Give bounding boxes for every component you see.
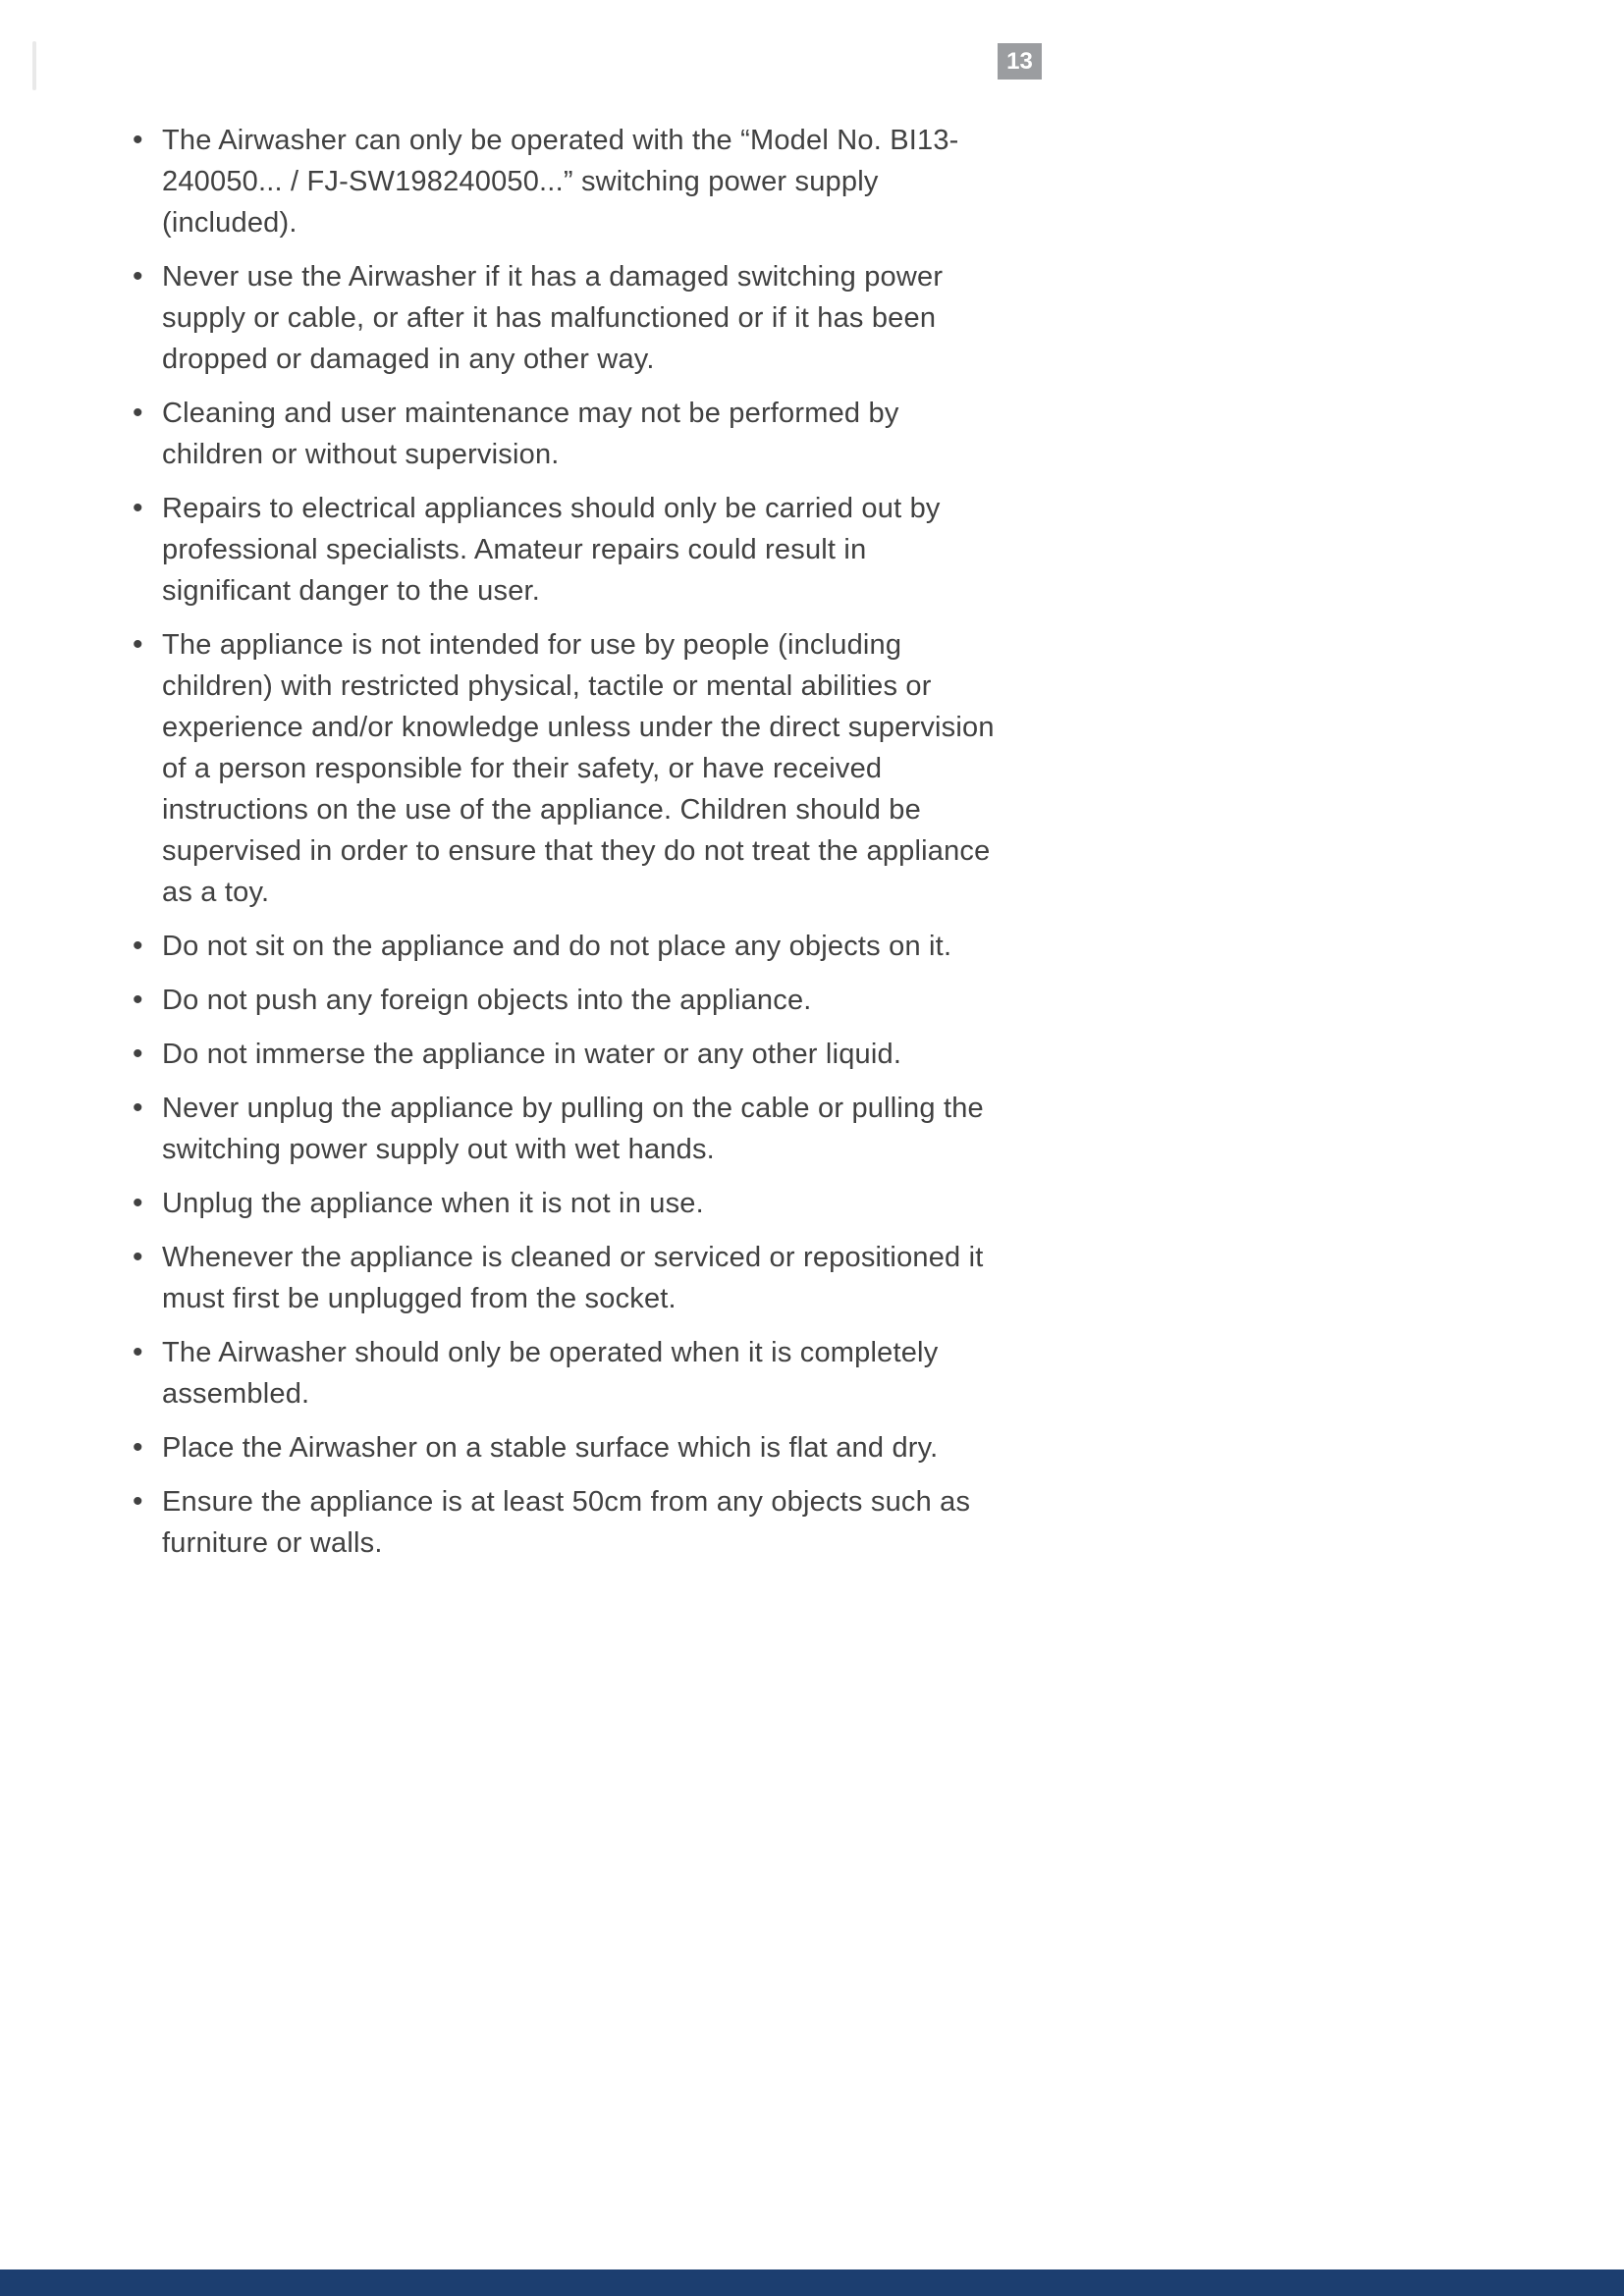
list-item: • The Airwasher should only be operated when it is completely assembled. <box>133 1332 997 1415</box>
list-item: • Do not push any foreign objects into the appliance. <box>133 980 997 1021</box>
list-item: • Place the Airwasher on a stable surface which is flat and dry. <box>133 1427 997 1468</box>
list-item: • Whenever the appliance is cleaned or serviced or repositioned it must first be unplugged from the socket. <box>133 1237 997 1319</box>
footer-bar <box>0 2269 1624 2296</box>
list-item: • Unplug the appliance when it is not in use. <box>133 1183 997 1224</box>
list-item: • Never use the Airwasher if it has a damaged switching power supply or cable, or after it has malfunctioned or if it has been dropped or damaged in any other way. <box>133 256 997 380</box>
list-item: • Never unplug the appliance by pulling on the cable or pulling the switching power supply out with wet hands. <box>133 1088 997 1170</box>
list-item: • The Airwasher can only be operated with the “Model No. BI13-240050... / FJ-SW198240050...” switching power supply (included). <box>133 120 997 243</box>
safety-instructions-list <box>133 120 997 1576</box>
list-item: • The appliance is not intended for use by people (including children) with restricted physical, tactile or mental abilities or experience and/or knowledge unless under the direct supervision of a person responsible for their safety, or have received instructions on the use of the appliance. Children should be supervised in order to ensure that they do not treat the appliance as a toy. <box>133 624 997 913</box>
scan-fold-mark <box>32 41 36 90</box>
list-item: • Cleaning and user maintenance may not be performed by children or without supervision. <box>133 393 997 475</box>
list-item: • Repairs to electrical appliances should only be carried out by professional specialists. Amateur repairs could result in significant danger to the user. <box>133 488 997 612</box>
list-item: • Do not immerse the appliance in water or any other liquid. <box>133 1034 997 1075</box>
page-number-badge <box>998 43 1042 80</box>
list-item: • Do not sit on the appliance and do not place any objects on it. <box>133 926 997 967</box>
page-number: 13 <box>1006 47 1033 75</box>
list-item: • Ensure the appliance is at least 50cm from any objects such as furniture or walls. <box>133 1481 997 1564</box>
